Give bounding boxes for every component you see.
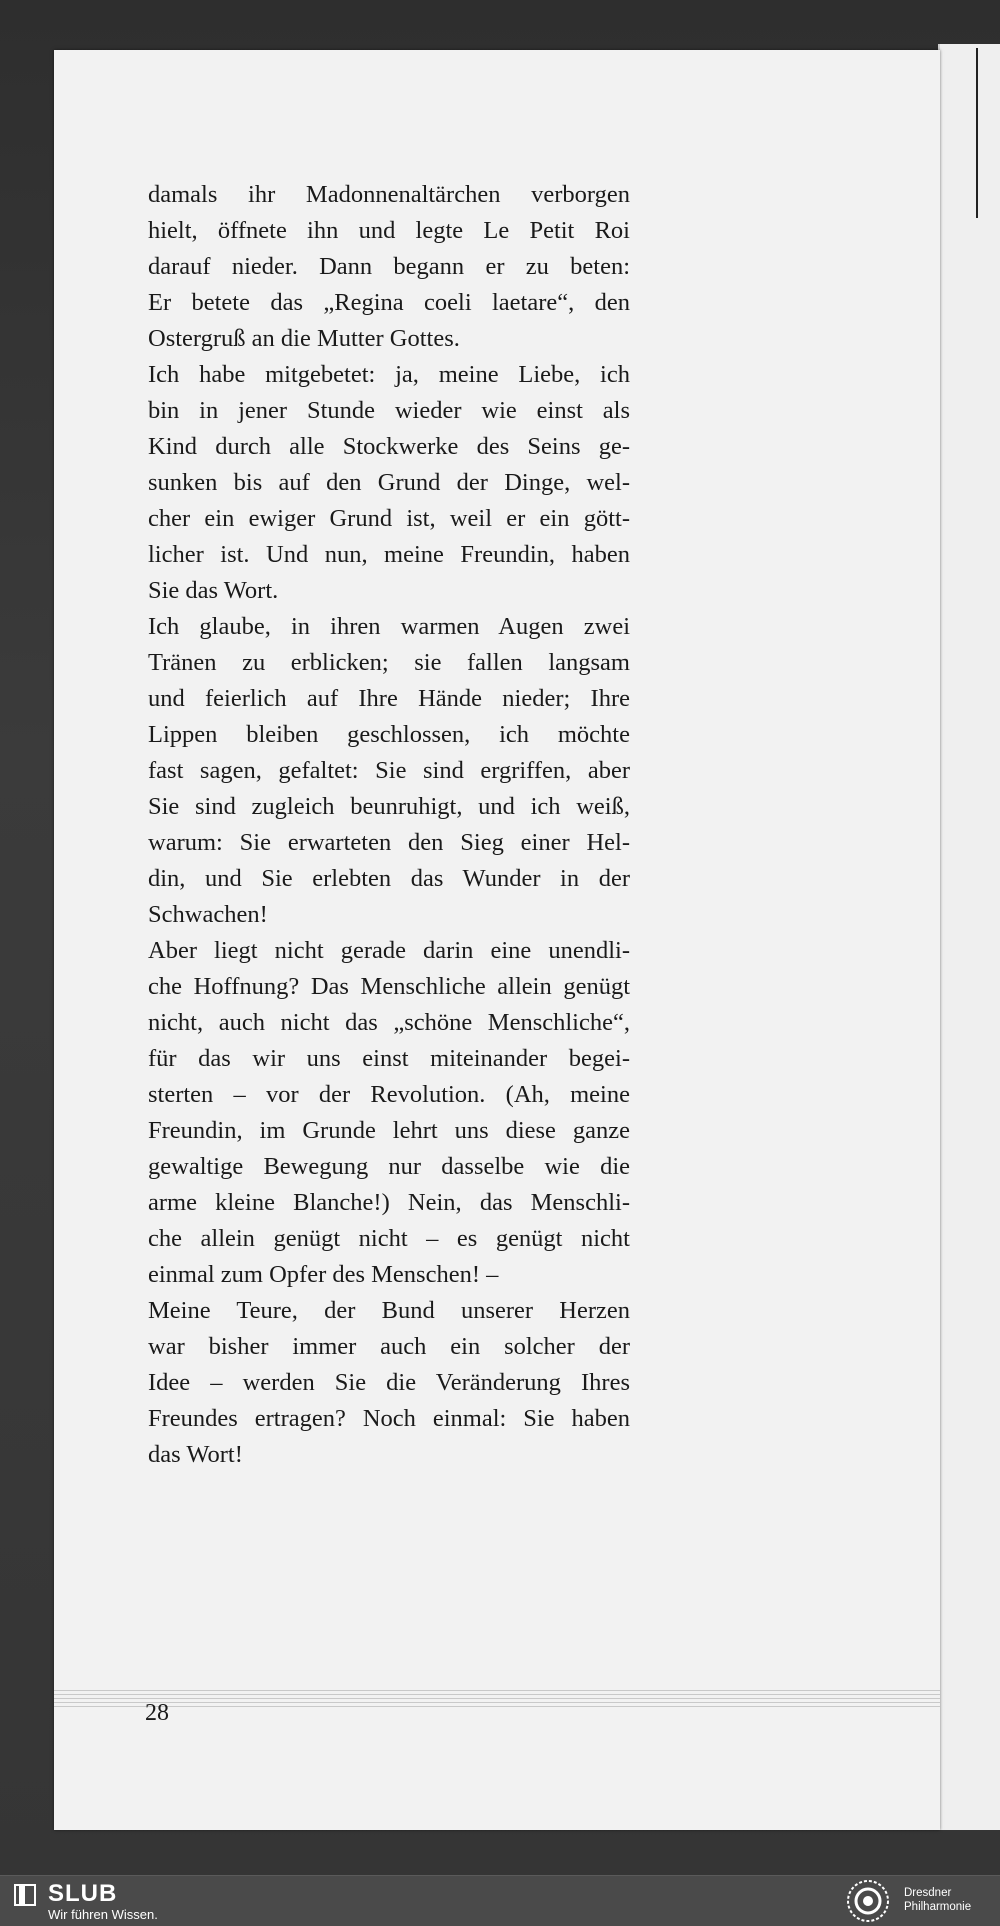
text-line: Schwachen!: [148, 901, 268, 928]
body-text: [148, 177, 630, 1473]
library-tagline: Wir führen Wissen.: [48, 1907, 158, 1922]
text-line: Ich habe mitgebetet: ja, meine Liebe, ich: [148, 361, 630, 388]
page-number: 28: [145, 1700, 169, 1726]
text-line: Aber liegt nicht gerade darin eine unendli-: [148, 937, 630, 964]
text-line: Er betete das „Regina coeli laetare“, den: [148, 289, 630, 316]
text-line: damals ihr Madonnenaltärchen verborgen: [148, 181, 630, 208]
text-line: arme kleine Blanche!) Nein, das Menschli-: [148, 1189, 630, 1216]
music-staff-decoration: [54, 1690, 940, 1710]
text-line: war bisher immer auch ein solcher der: [148, 1333, 630, 1360]
philharmonie-logo-icon[interactable]: [842, 1879, 894, 1923]
text-line: Ostergruß an die Mutter Gottes.: [148, 325, 460, 352]
partner-name-line1: Dresdner: [904, 1887, 952, 1899]
text-line: Sie das Wort.: [148, 577, 279, 604]
text-line: sunken bis auf den Grund der Dinge, wel-: [148, 469, 630, 496]
text-line: das Wort!: [148, 1441, 243, 1468]
library-name[interactable]: SLUB: [48, 1880, 118, 1907]
text-line: Ich glaube, in ihren warmen Augen zwei: [148, 613, 630, 640]
text-line: fast sagen, gefaltet: Sie sind ergriffen, aber: [148, 757, 630, 784]
viewer-footer: [0, 1875, 1000, 1926]
text-line: Freundin, im Grunde lehrt uns diese ganze: [148, 1117, 630, 1144]
text-line: Lippen bleiben geschlossen, ich möchte: [148, 721, 630, 748]
text-line: cher ein ewiger Grund ist, weil er ein gött-: [148, 505, 630, 532]
text-line: einmal zum Opfer des Menschen! –: [148, 1261, 499, 1288]
text-line: darauf nieder. Dann begann er zu beten:: [148, 253, 630, 280]
text-line: licher ist. Und nun, meine Freundin, haben: [148, 541, 630, 568]
text-line: nicht, auch nicht das „schöne Menschliche“,: [148, 1009, 630, 1036]
text-line: Meine Teure, der Bund unserer Herzen: [148, 1297, 630, 1324]
text-line: che Hoffnung? Das Menschliche allein genügt: [148, 973, 630, 1000]
text-line: Tränen zu erblicken; sie fallen langsam: [148, 649, 630, 676]
partner-name-line2: Philharmonie: [904, 1901, 972, 1913]
partner-name[interactable]: [904, 1886, 971, 1914]
facing-page-edge: [938, 44, 1000, 1830]
text-line: sterten – vor der Revolution. (Ah, meine: [148, 1081, 630, 1108]
facing-page-rule: [976, 48, 978, 218]
text-line: Sie sind zugleich beunruhigt, und ich weiß,: [148, 793, 630, 820]
slub-logo-icon[interactable]: [14, 1884, 36, 1906]
text-line: Kind durch alle Stockwerke des Seins ge-: [148, 433, 630, 460]
text-line: Freundes ertragen? Noch einmal: Sie haben: [148, 1405, 630, 1432]
text-line: gewaltige Bewegung nur dasselbe wie die: [148, 1153, 630, 1180]
text-line: hielt, öffnete ihn und legte Le Petit Roi: [148, 217, 630, 244]
text-line: din, und Sie erlebten das Wunder in der: [148, 865, 630, 892]
text-line: warum: Sie erwarteten den Sieg einer Hel-: [148, 829, 630, 856]
text-line: bin in jener Stunde wieder wie einst als: [148, 397, 630, 424]
text-line: che allein genügt nicht – es genügt nicht: [148, 1225, 630, 1252]
text-line: für das wir uns einst miteinander begei-: [148, 1045, 630, 1072]
text-line: Idee – werden Sie die Veränderung Ihres: [148, 1369, 630, 1396]
text-line: und feierlich auf Ihre Hände nieder; Ihre: [148, 685, 630, 712]
